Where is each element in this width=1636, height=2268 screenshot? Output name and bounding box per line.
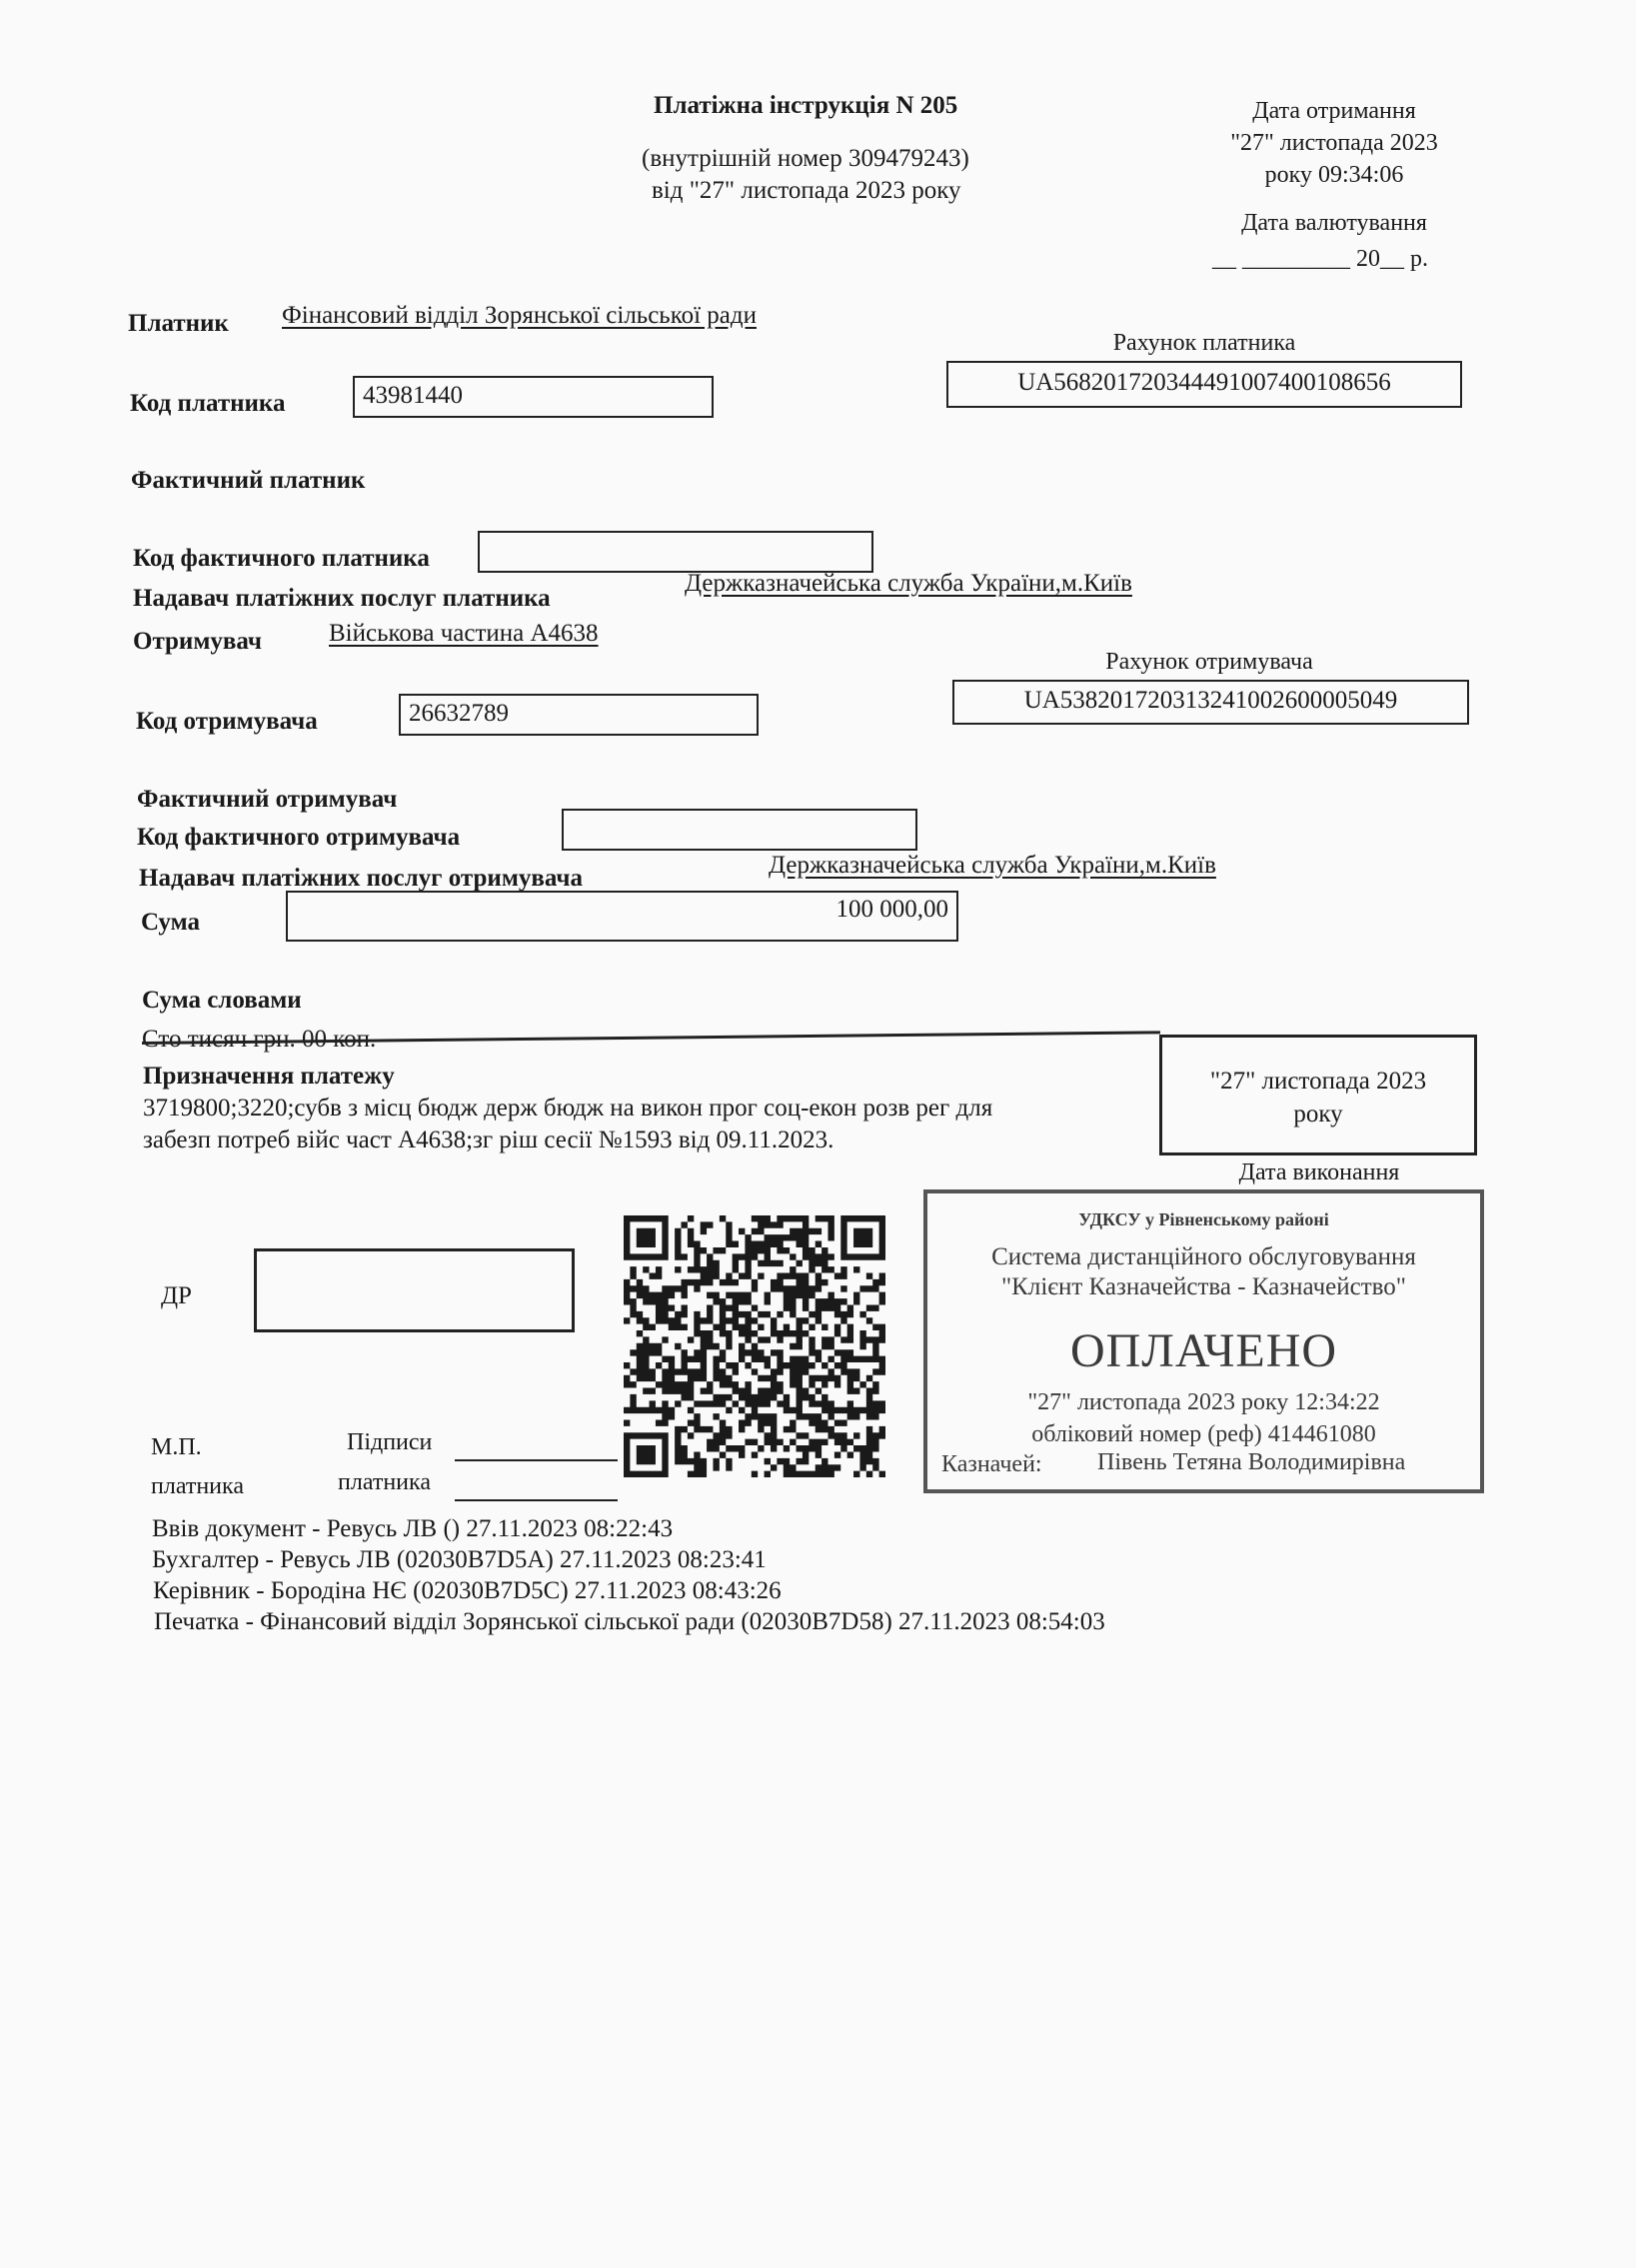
stamp-paid-date: "27" листопада 2023 року 12:34:22 <box>1027 1389 1380 1415</box>
amount-words-label: Сума словами <box>142 987 302 1014</box>
recipient-label: Отримувач <box>133 628 262 655</box>
recipient-name: Військова частина А4638 <box>329 620 599 647</box>
stamp-ref: обліковий номер (реф) 414461080 <box>1031 1421 1376 1447</box>
payer-account-field: UA568201720344491007400108656 <box>946 361 1462 408</box>
actual-payer-code-field <box>478 531 873 573</box>
recipient-account-label: Рахунок отримувача <box>1105 649 1313 675</box>
payer-account-label: Рахунок платника <box>1112 330 1296 356</box>
actual-recipient-code-field <box>562 809 917 851</box>
internal-number: (внутрішній номер 309479243) <box>642 145 969 172</box>
actual-recipient-label: Фактичний отримувач <box>137 786 398 813</box>
execution-date-box <box>1159 1035 1477 1155</box>
execution-date-label: Дата виконання <box>1238 1159 1400 1185</box>
mp-label-2: платника <box>151 1473 244 1499</box>
signature-line-2 <box>455 1499 618 1501</box>
dr-field <box>254 1248 575 1332</box>
stamp-treasurer-name: Півень Тетяна Володимирівна <box>1097 1449 1406 1475</box>
received-time: року 09:34:06 <box>1264 162 1404 188</box>
log-entry: Керівник - Бородіна НЄ (02030B7D5C) 27.11.2023 08:43:26 <box>153 1577 782 1604</box>
recipient-code-label: Код отримувача <box>136 708 318 735</box>
signatures-label-1: Підписи <box>347 1429 433 1455</box>
amount-label: Сума <box>141 909 200 936</box>
recipient-code-field: 26632789 <box>399 694 759 736</box>
payer-code-field: 43981440 <box>353 376 714 418</box>
execution-date-line-2: року <box>1293 1101 1343 1128</box>
payer-label: Платник <box>128 310 229 337</box>
recipient-provider: Держказначейська служба України,м.Київ <box>769 852 1216 879</box>
purpose-label: Призначення платежу <box>143 1063 395 1090</box>
payer-provider-label: Надавач платіжних послуг платника <box>133 585 551 612</box>
log-entry: Бухгалтер - Ревусь ЛВ (02030B7D5A) 27.11.2023 08:23:41 <box>152 1546 767 1573</box>
value-date-blank: __ _________ 20__ р. <box>1212 246 1428 272</box>
execution-date-line-1: "27" листопада 2023 <box>1209 1068 1427 1095</box>
stamp-treasurer-label: Казначей: <box>941 1451 1042 1477</box>
purpose-line-2: забезп потреб війс част А4638;зг ріш сесії №1593 від 09.11.2023. <box>143 1127 834 1153</box>
qr-code <box>624 1215 885 1477</box>
purpose-line-1: 3719800;3220;субв з місц бюдж держ бюдж на викон прог соц-екон розв рег для <box>143 1095 993 1122</box>
document-title: Платіжна інструкція N 205 <box>654 92 958 119</box>
log-entry: Ввів документ - Ревусь ЛВ () 27.11.2023 08:22:43 <box>152 1515 674 1542</box>
payer-code-label: Код платника <box>130 390 286 417</box>
value-date-label: Дата валютування <box>1241 210 1427 236</box>
qr-code-modules <box>624 1215 885 1477</box>
amount-words: Сто тисяч грн. 00 коп. <box>142 1026 377 1053</box>
stamp-office: УДКСУ у Рівненському районі <box>1078 1209 1329 1229</box>
actual-payer-code-label: Код фактичного платника <box>133 545 430 572</box>
dr-label: ДР <box>161 1282 192 1309</box>
mp-label-1: М.П. <box>151 1434 202 1460</box>
stamp-system-line-2: "Клієнт Казначейства - Казначейство" <box>1000 1273 1407 1300</box>
actual-recipient-code-label: Код фактичного отримувача <box>137 824 461 851</box>
payer-name: Фінансовий відділ Зорянської сільської ради <box>282 302 757 329</box>
log-entry: Печатка - Фінансовий відділ Зорянської сільської ради (02030B7D58) 27.11.2023 08:54:03 <box>154 1608 1105 1635</box>
signature-line-1 <box>455 1459 618 1461</box>
paid-stamp <box>923 1189 1484 1493</box>
signatures-label-2: платника <box>338 1469 431 1495</box>
actual-payer-label: Фактичний платник <box>131 467 366 494</box>
recipient-provider-label: Надавач платіжних послуг отримувача <box>139 865 583 892</box>
received-date: "27" листопада 2023 <box>1230 130 1438 156</box>
document-date: від "27" листопада 2023 року <box>652 177 961 204</box>
received-label: Дата отримання <box>1252 98 1416 124</box>
stamp-system-line-1: Система дистанційного обслуговування <box>991 1243 1416 1270</box>
stamp-status: ОПЛАЧЕНО <box>1069 1324 1338 1377</box>
payer-provider: Держказначейська служба України,м.Київ <box>685 570 1132 597</box>
recipient-account-field: UA538201720313241002600005049 <box>952 680 1469 725</box>
amount-field: 100 000,00 <box>286 891 958 942</box>
